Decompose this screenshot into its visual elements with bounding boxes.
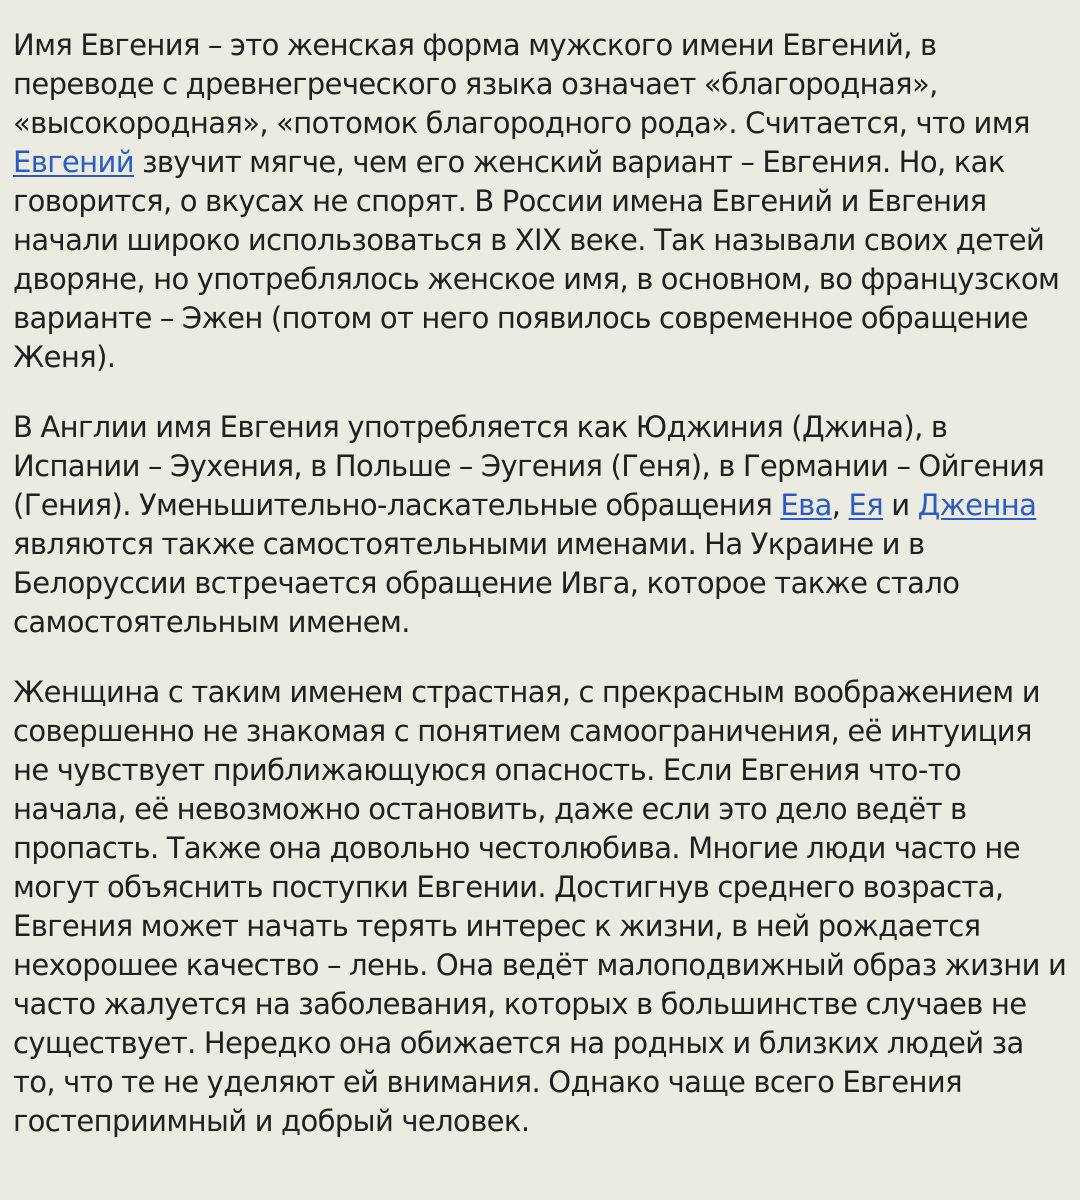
paragraph-name-variants	[13, 408, 1070, 642]
paragraph-text: звучит мягче, чем его женский вариант – Евгения. Но, как говорится, о вкусах не спорят. В России имена Евгений и Евгения начали широко использоваться в XIX веке. Так называли своих детей дворяне, но употреблялось женское имя, в основном, во французском варианте – Эжен (потом от него появилось современное обращение Женя).	[13, 145, 1060, 374]
paragraph-character	[13, 673, 1070, 1141]
paragraph-text: В Англии имя Евгения употребляется как Юджиния (Джина), в Испании – Эухения, в Польше – Эугения (Геня), в Германии – Ойгения (Гения). Уменьшительно-ласкательные обращения	[13, 410, 1045, 522]
paragraph-text: Имя Евгения – это женская форма мужского имени Евгений, в переводе с древнегреческого языка означает «благородная», «высокородная», «потомок благородного рода». Считается, что имя	[13, 28, 1030, 140]
link-name-eya[interactable]: Ея	[848, 488, 884, 522]
link-name-dzhenna[interactable]: Дженна	[917, 488, 1037, 522]
link-name-eva[interactable]: Ева	[780, 488, 832, 522]
link-name-evgeniy[interactable]: Евгений	[13, 145, 134, 179]
paragraph-text: и	[883, 488, 918, 522]
paragraph-name-origin	[13, 26, 1070, 377]
paragraph-text: ,	[831, 488, 849, 522]
paragraph-text: Женщина с таким именем страстная, с прекрасным воображением и совершенно не знакомая с понятием самоограничения, её интуиция не чувствует приближающуюся опасность. Если Евгения что-то начала, её невозможно остановить, даже если это дело ведёт в пропасть. Также она довольно честолюбива. Многие люди часто не могут объяснить поступки Евгении. Достигнув среднего возраста, Евгения может начать терять интерес к жизни, в ней рождается нехорошее качество – лень. Она ведёт малоподвижный образ жизни и часто жалуется на заболевания, которых в большинстве случаев не существует. Нередко она обижается на родных и близких людей за то, что те не уделяют ей внимания. Однако чаще всего Евгения гостеприимный и добрый человек.	[13, 675, 1067, 1138]
paragraph-text: являются также самостоятельными именами. На Украине и в Белоруссии встречается обращение Ивга, которое также стало самостоятельным именем.	[13, 527, 960, 639]
